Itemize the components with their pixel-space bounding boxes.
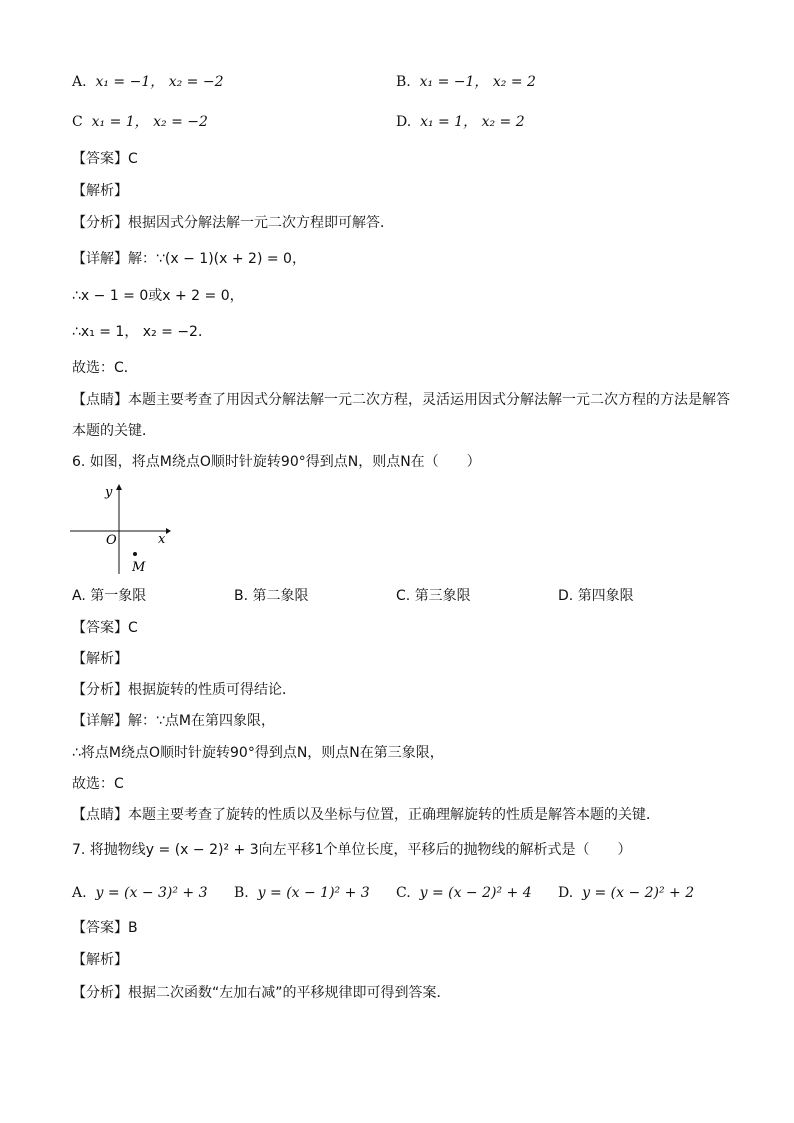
x-axis-arrow	[166, 528, 171, 534]
option-text: x₁ = −1， x₂ = 2	[419, 74, 536, 90]
y-axis-label: y	[105, 485, 113, 500]
q6-stem: 6. 如图，将点M绕点O顺时针旋转90°得到点N，则点N在（ ）	[72, 454, 481, 470]
q6-coordinate-graph	[70, 484, 180, 576]
option-letter: A.	[72, 74, 87, 90]
option-letter: B.	[234, 885, 249, 901]
option-text: 第三象限	[414, 588, 471, 604]
q7-stem: 7. 将抛物线y = (x − 2)² + 3向左平移1个单位长度，平移后的抛物线的解析式是（ ）	[72, 842, 632, 858]
option-letter: B.	[396, 74, 411, 90]
point-m-label: M	[132, 560, 146, 575]
option-letter: D.	[396, 114, 412, 130]
q5-step-3: ∴x₁ = 1， x₂ = −2．	[72, 324, 212, 340]
q7-option-a	[72, 883, 208, 903]
q7-option-c	[396, 883, 532, 903]
q5-option-a	[72, 72, 223, 92]
x-axis-label: x	[158, 532, 166, 547]
q5-analysis-title: 【解析】	[72, 183, 128, 199]
option-letter: A.	[72, 588, 86, 604]
option-text: y = (x − 3)² + 3	[95, 885, 208, 901]
option-letter: C.	[396, 588, 411, 604]
q7-option-b	[234, 883, 370, 903]
q6-option-b	[234, 586, 309, 606]
option-letter: D.	[558, 885, 574, 901]
q7-fenxi: 【分析】根据二次函数“左加右减”的平移规律即可得到答案．	[72, 985, 451, 1001]
q5-choose: 故选：C．	[72, 360, 138, 376]
q7-analysis-title: 【解析】	[72, 952, 128, 968]
option-text: 第一象限	[90, 588, 147, 604]
q5-xiangjie: 【详解】解：∵(x − 1)(x + 2) = 0，	[72, 251, 306, 267]
q6-answer: 【答案】C	[72, 620, 138, 636]
option-text: x₁ = −1， x₂ = −2	[95, 74, 224, 90]
option-letter: C	[72, 114, 83, 130]
q5-step-2: ∴x − 1 = 0或x + 2 = 0，	[72, 288, 244, 304]
option-letter: A.	[72, 885, 87, 901]
q5-option-d	[396, 112, 525, 132]
q6-fenxi: 【分析】根据旋转的性质可得结论．	[72, 682, 296, 698]
q6-dianjing: 【点睛】本题主要考查了旋转的性质以及坐标与位置，正确理解旋转的性质是解答本题的关键．	[72, 807, 660, 823]
option-text: 第二象限	[252, 588, 309, 604]
option-letter: C.	[396, 885, 411, 901]
q6-xiangjie: 【详解】解：∵点M在第四象限，	[72, 713, 275, 729]
option-letter: B.	[234, 588, 249, 604]
q6-option-d	[558, 586, 634, 606]
q6-step-2: ∴将点M绕点O顺时针旋转90°得到点N，则点N在第三象限，	[72, 745, 444, 761]
option-text: y = (x − 2)² + 4	[419, 885, 532, 901]
q6-option-c	[396, 586, 471, 606]
q5-fenxi: 【分析】根据因式分解法解一元二次方程即可解答．	[72, 215, 394, 231]
q5-option-b	[396, 72, 536, 92]
origin-label: O	[106, 533, 117, 548]
q5-answer: 【答案】C	[72, 151, 138, 167]
q6-option-a	[72, 586, 146, 606]
q6-choose: 故选：C	[72, 776, 124, 792]
option-letter: D.	[558, 588, 574, 604]
q5-option-c	[72, 112, 208, 132]
y-axis-arrow	[116, 484, 122, 490]
option-text: x₁ = 1， x₂ = 2	[420, 114, 525, 130]
q7-answer: 【答案】B	[72, 920, 138, 936]
q5-dianjing: 【点睛】本题主要考查了用因式分解法解一元二次方程，灵活运用因式分解法解一元二次方程的方法是解答本题的关键．	[72, 392, 730, 439]
q6-analysis-title: 【解析】	[72, 651, 128, 667]
point-m	[133, 552, 137, 556]
q7-option-d	[558, 883, 694, 903]
option-text: x₁ = 1， x₂ = −2	[91, 114, 208, 130]
option-text: y = (x − 1)² + 3	[257, 885, 370, 901]
option-text: y = (x − 2)² + 2	[582, 885, 695, 901]
option-text: 第四象限	[577, 588, 634, 604]
